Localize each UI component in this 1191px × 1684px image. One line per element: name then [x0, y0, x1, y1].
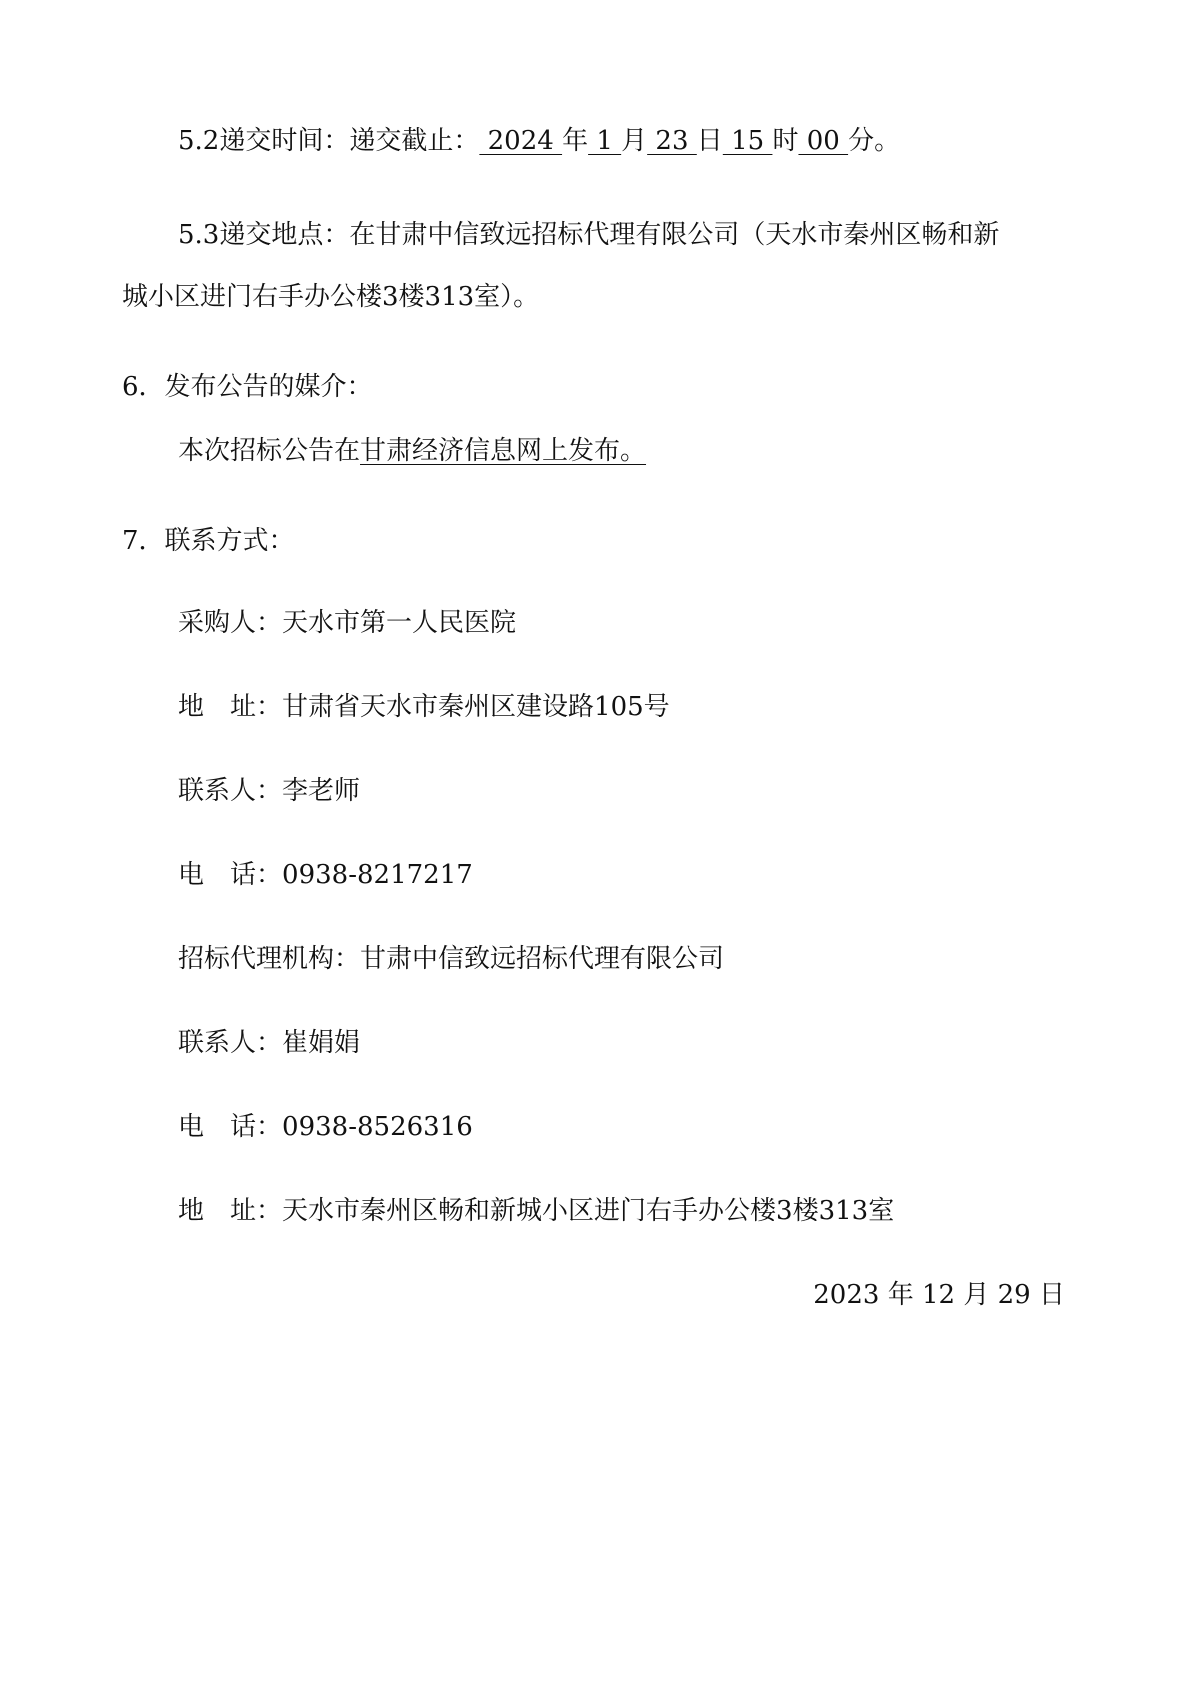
minute-unit: 分。	[848, 126, 901, 156]
buyer-contact-line	[178, 774, 360, 808]
deadline-day: 23	[647, 126, 697, 156]
agency-phone-line	[178, 1110, 473, 1144]
submission-deadline-label: 5.2递交时间：递交截止：	[178, 126, 480, 156]
agency-name: 甘肃中信致远招标代理有限公司	[360, 944, 725, 974]
phone-label-char-1: 电	[178, 860, 205, 890]
phone-label-char-2: 话：	[230, 1112, 283, 1142]
agency-contact-label: 联系人：	[178, 1028, 283, 1058]
deadline-minute: 00	[798, 126, 849, 156]
buyer-contact: 李老师	[282, 776, 361, 806]
buyer-label: 采购人：	[178, 608, 283, 638]
submission-deadline-line	[178, 124, 900, 158]
deadline-month: 1	[588, 126, 622, 156]
buyer-line	[178, 606, 516, 640]
agency-line	[178, 942, 724, 976]
address-label-char-1: 地	[178, 692, 205, 722]
buyer-contact-label: 联系人：	[178, 776, 283, 806]
buyer-address: 甘肃省天水市秦州区建设路105号	[282, 692, 670, 722]
date-year-unit: 年	[887, 1280, 914, 1310]
date-day: 29	[997, 1280, 1031, 1310]
buyer-phone: 0938-8217217	[282, 860, 473, 890]
month-unit: 月	[621, 126, 648, 156]
date-day-unit: 日	[1038, 1280, 1065, 1310]
buyer-name: 天水市第一人民医院	[282, 608, 517, 638]
phone-label-char-1: 电	[178, 1112, 205, 1142]
agency-label: 招标代理机构：	[178, 944, 361, 974]
year-unit: 年	[562, 126, 589, 156]
address-label-char-2: 址：	[230, 692, 283, 722]
section-7-heading: 7．联系方式：	[122, 526, 295, 556]
buyer-phone-line	[178, 858, 473, 892]
date-month-unit: 月	[963, 1280, 990, 1310]
agency-address-line	[178, 1194, 894, 1228]
deadline-year: 2024	[479, 126, 563, 156]
agency-address: 天水市秦州区畅和新城小区进门右手办公楼3楼313室	[282, 1196, 895, 1226]
document-date	[800, 1278, 1065, 1312]
media-prefix: 本次招标公告在	[178, 436, 361, 466]
deadline-hour: 15	[722, 126, 773, 156]
address-label-char-2: 址：	[230, 1196, 283, 1226]
section-6-heading: 6．发布公告的媒介：	[122, 372, 373, 402]
media-name: 甘肃经济信息网上发布。	[360, 436, 647, 466]
address-label-char-1: 地	[178, 1196, 205, 1226]
phone-label-char-2: 话：	[230, 860, 283, 890]
agency-contact-line	[178, 1026, 360, 1060]
submission-location-line-1: 5.3递交地点：在甘肃中信致远招标代理有限公司（天水市秦州区畅和新	[178, 220, 1000, 250]
agency-contact: 崔娟娟	[282, 1028, 361, 1058]
submission-location-line-2: 城小区进门右手办公楼3楼313室）。	[122, 282, 540, 312]
agency-phone: 0938-8526316	[282, 1112, 473, 1142]
media-line	[178, 434, 646, 468]
date-year: 2023	[813, 1280, 880, 1310]
buyer-address-line	[178, 690, 670, 724]
date-month: 12	[921, 1280, 956, 1310]
day-unit: 日	[696, 126, 723, 156]
hour-unit: 时	[772, 126, 799, 156]
